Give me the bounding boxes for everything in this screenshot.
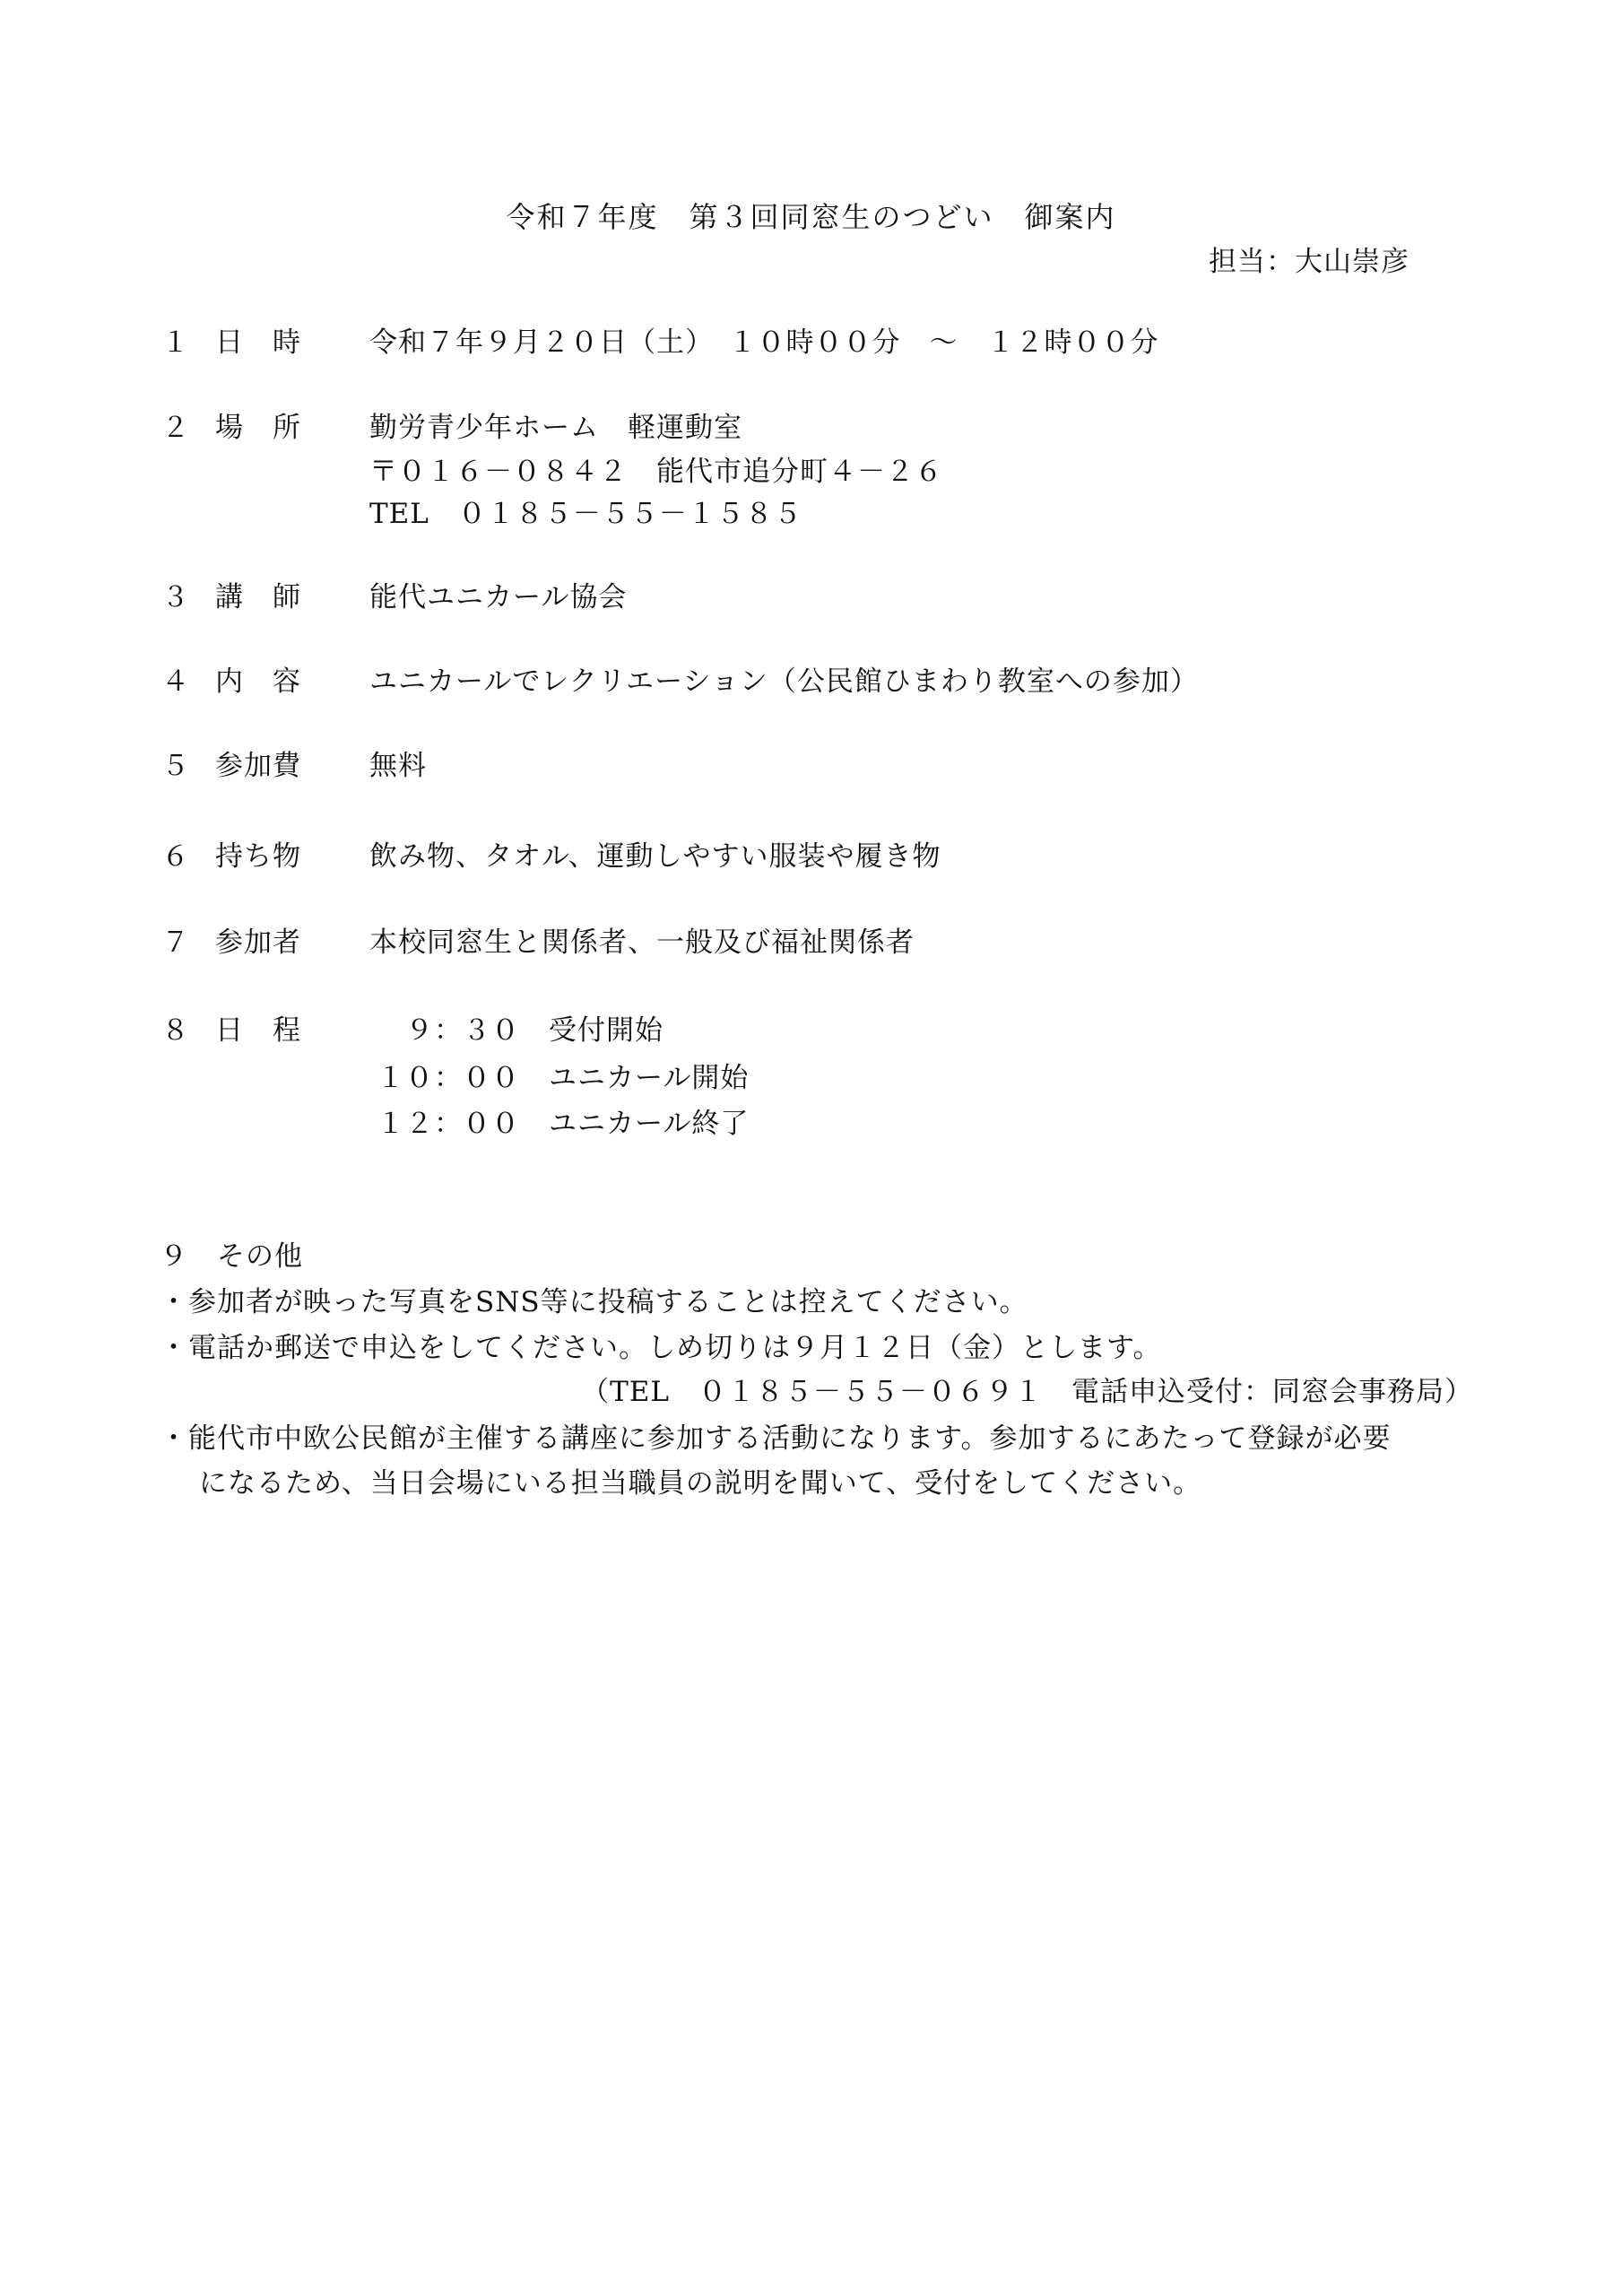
note-registration: ・能代市中欧公民館が主催する講座に参加する活動になります。参加するにあたって登録が必要 bbox=[160, 1422, 1392, 1455]
document-title: 令和７年度 第３回同窓生のつどい 御案内 bbox=[506, 200, 1116, 234]
item-5-label: 参加費 bbox=[215, 750, 301, 782]
item-6-belongings: 飲み物、タオル、運動しやすい服装や履き物 bbox=[369, 840, 941, 873]
item-2-phone: TEL ０１８５－５５－１５８５ bbox=[369, 498, 802, 530]
schedule-time: ９：３０ bbox=[405, 1014, 520, 1047]
note-registration-cont: になるため、当日会場にいる担当職員の説明を聞いて、受付をしてください。 bbox=[199, 1467, 1202, 1500]
item-1-label: 日 時 bbox=[215, 326, 301, 359]
note-application-phone: （TEL ０１８５－５５－０６９１ 電話申込受付：同窓会事務局） bbox=[581, 1376, 1473, 1408]
item-2-label: 場 所 bbox=[215, 412, 301, 444]
other-heading: ９ その他 bbox=[160, 1240, 303, 1273]
item-3-instructor: 能代ユニカール協会 bbox=[369, 581, 628, 613]
schedule-description: ユニカール終了 bbox=[549, 1108, 750, 1140]
item-7-participants: 本校同窓生と関係者、一般及び福祉関係者 bbox=[369, 926, 915, 959]
item-5-fee: 無料 bbox=[369, 750, 427, 782]
note-photo-policy: ・参加者が映った写真をSNS等に投稿することは控えてください。 bbox=[160, 1286, 1028, 1318]
contact-person: 担当：大山崇彦 bbox=[1209, 246, 1409, 278]
item-6-label: 持ち物 bbox=[215, 840, 301, 873]
schedule-time: １２：００ bbox=[377, 1108, 520, 1140]
item-3-label: 講 師 bbox=[215, 581, 301, 613]
item-4-label: 内 容 bbox=[215, 665, 301, 698]
item-1-datetime: 令和７年９月２０日（土） １０時００分 ～ １２時００分 bbox=[369, 326, 1159, 359]
item-8-label: 日 程 bbox=[215, 1014, 301, 1047]
item-1-number: １ bbox=[161, 326, 190, 359]
item-8-number: ８ bbox=[161, 1014, 190, 1047]
item-4-content: ユニカールでレクリエーション（公民館ひまわり教室への参加） bbox=[369, 665, 1199, 698]
item-2-number: ２ bbox=[161, 412, 190, 444]
schedule-description: 受付開始 bbox=[549, 1014, 664, 1047]
item-2-venue: 勤労青少年ホーム 軽運動室 bbox=[369, 412, 742, 444]
note-application: ・電話か郵送で申込をしてください。しめ切りは９月１２日（金）とします。 bbox=[160, 1332, 1162, 1364]
schedule-description: ユニカール開始 bbox=[549, 1062, 750, 1094]
item-6-number: ６ bbox=[161, 840, 190, 873]
item-3-number: ３ bbox=[161, 581, 190, 613]
item-7-number: ７ bbox=[161, 926, 190, 959]
item-5-number: ５ bbox=[161, 750, 190, 782]
schedule-time: １０：００ bbox=[377, 1062, 520, 1094]
item-7-label: 参加者 bbox=[215, 926, 301, 959]
item-2-address: 〒０１６－０８４２ 能代市追分町４－２６ bbox=[369, 456, 943, 488]
item-4-number: ４ bbox=[161, 665, 190, 698]
